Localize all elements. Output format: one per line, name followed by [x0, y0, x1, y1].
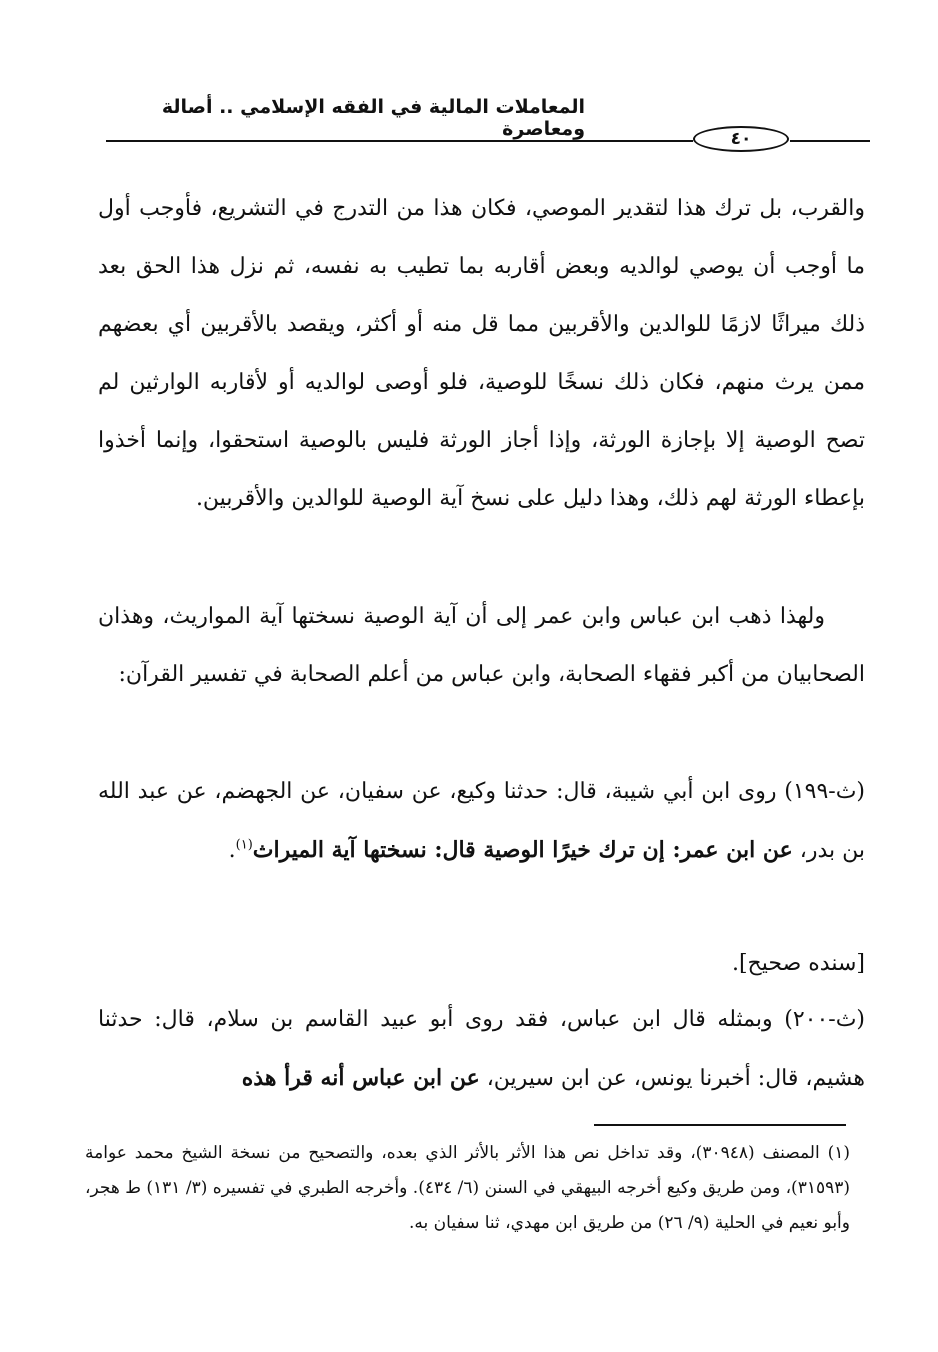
- narration-199-text: [98, 763, 865, 880]
- narration-199-chain: (ث-١٩٩) روى ابن أبي شيبة، قال: حدثنا وكيع، عن سفيان، عن الجهضم، عن عبد الله بن بدر،: [98, 779, 865, 863]
- narration-200-matn: عن ابن عباس أنه قرأ هذه: [241, 1065, 480, 1091]
- footnote-separator: [594, 1124, 846, 1126]
- header-rule: [106, 140, 693, 142]
- narration-200-text: [98, 991, 865, 1108]
- header-rule-right: [790, 140, 870, 142]
- narration-199-matn: عن ابن عمر: إن ترك خيرًا الوصية قال: نسختها آية الميراث: [252, 837, 793, 863]
- page-number: ٤٠: [693, 126, 789, 152]
- grading-note: [98, 935, 865, 993]
- narration-199: [98, 763, 865, 880]
- narration-199-end: .: [228, 838, 236, 863]
- paragraph-1: [98, 180, 865, 528]
- running-header: المعاملات المالية في الفقه الإسلامي .. أصالة ومعاصرة: [161, 96, 585, 140]
- narration-200-chain: (ث-٢٠٠) وبمثله قال ابن عباس، فقد روى أبو عبيد القاسم بن سلام، قال: حدثنا هشيم، قال: أخبرنا يونس، عن ابن سيرين،: [98, 1007, 865, 1091]
- footnote-marker: (١): [235, 837, 253, 853]
- footnote-1: (١) المصنف (٣٠٩٤٨)، وقد تداخل نص هذا الأثر بالأثر الذي بعده، والتصحيح من نسخة الشيخ محمد عوامة (٣١٥٩٣)، ومن طريق وكيع أخرجه البيهقي في السنن (٦/ ٤٣٤). وأخرجه الطبري في تفسيره (٣/ ١٣١) ط هجر، وأبو نعيم في الحلية (٩/ ٢٦) من طريق ابن مهدي، ثنا سفيان به.: [85, 1143, 850, 1233]
- grading-note-text: [سنده صحيح].: [731, 951, 865, 976]
- paragraph-2-text: ولهذا ذهب ابن عباس وابن عمر إلى أن آية الوصية نسختها آية المواريث، وهذان الصحابيان من أكبر فقهاء الصحابة، وابن عباس من أعلم الصحابة في تفسير القرآن:: [98, 604, 865, 687]
- paragraph-1-text: والقرب، بل ترك هذا لتقدير الموصي، فكان هذا من التدرج في التشريع، فأوجب أول ما أوجب أن يوصي لوالديه وبعض أقاربه بما تطيب به نفسه، ثم نزل هذا الحق بعد ذلك ميراثًا لازمًا للوالدين والأقربين مما قل منه أو أكثر، ويقصد بالأقربين أي بعضهم ممن يرث منهم، فكان ذلك نسخًا للوصية، فلو أوصى لوالديه أو لأقاربه الوارثين لم تصح الوصية إلا بإجازة الورثة، وإذا أجاز الورثة فليس بالوصية استحقوا، وإنما أخذوا بإعطاء الورثة لهم ذلك، وهذا دليل على نسخ آية الوصية للوالدين والأقربين.: [98, 196, 865, 511]
- paragraph-2: [98, 588, 865, 704]
- narration-200: [98, 991, 865, 1108]
